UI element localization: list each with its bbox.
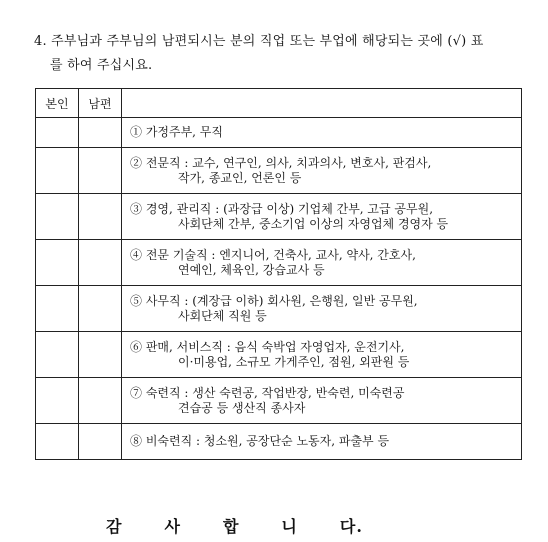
table-row: [36, 332, 522, 378]
table-row: [36, 424, 522, 460]
thanks-char: 니: [281, 517, 298, 536]
table-row: [36, 286, 522, 332]
table-row: [36, 378, 522, 424]
header-self: 본인: [36, 89, 79, 118]
option-text: ① 가정주부, 무직: [122, 118, 522, 148]
self-checkbox-cell[interactable]: [36, 148, 79, 194]
self-checkbox-cell[interactable]: [36, 424, 79, 460]
option-text: ② 전문직 : 교수, 연구인, 의사, 치과의사, 변호사, 판검사, 작가, 종교인, 언론인 등: [122, 148, 522, 194]
question-line-1: 4. 주부님과 주부님의 남편되시는 분의 직업 또는 부업에 해당되는 곳에 (√) 표: [34, 34, 484, 49]
husband-checkbox-cell[interactable]: [79, 148, 122, 194]
option-text: ③ 경영, 관리직 : (과장급 이상) 기업체 간부, 고급 공무원, 사회단체 간부, 중소기업 이상의 자영업체 경영자 등: [122, 194, 522, 240]
table-header-row: [36, 89, 522, 118]
header-husband: 남편: [79, 89, 122, 118]
thanks-char: 사: [164, 517, 181, 536]
self-checkbox-cell[interactable]: [36, 194, 79, 240]
table-row: [36, 118, 522, 148]
husband-checkbox-cell[interactable]: [79, 286, 122, 332]
table-row: [36, 240, 522, 286]
self-checkbox-cell[interactable]: [36, 332, 79, 378]
table-row: [36, 194, 522, 240]
thanks-char: 다.: [339, 517, 363, 536]
occupation-table: [35, 88, 522, 460]
self-checkbox-cell[interactable]: [36, 286, 79, 332]
option-text: ④ 전문 기술직 : 엔지니어, 건축사, 교사, 약사, 간호사, 연예인, 체육인, 강습교사 등: [122, 240, 522, 286]
husband-checkbox-cell[interactable]: [79, 424, 122, 460]
thanks-char: 감: [106, 517, 123, 536]
table-row: [36, 148, 522, 194]
header-option: [122, 89, 522, 118]
thank-you-text: [106, 514, 405, 537]
husband-checkbox-cell[interactable]: [79, 194, 122, 240]
self-checkbox-cell[interactable]: [36, 240, 79, 286]
self-checkbox-cell[interactable]: [36, 378, 79, 424]
thanks-char: 합: [222, 517, 240, 536]
option-text: ⑦ 숙련직 : 생산 숙련공, 작업반장, 반숙련, 미숙련공 견습공 등 생산직 종사자: [122, 378, 522, 424]
husband-checkbox-cell[interactable]: [79, 118, 122, 148]
question-line-2: 를 하여 주십시요.: [50, 58, 153, 73]
option-text: ⑥ 판매, 서비스직 : 음식 숙박업 자영업자, 운전기사, 이·미용업, 소규모 가게주인, 점원, 외판원 등: [122, 332, 522, 378]
self-checkbox-cell[interactable]: [36, 118, 79, 148]
husband-checkbox-cell[interactable]: [79, 332, 122, 378]
option-text: ⑤ 사무직 : (계장급 이하) 회사원, 은행원, 일반 공무원, 사회단체 직원 등: [122, 286, 522, 332]
husband-checkbox-cell[interactable]: [79, 240, 122, 286]
husband-checkbox-cell[interactable]: [79, 378, 122, 424]
option-text: ⑧ 비숙련직 : 청소원, 공장단순 노동자, 파출부 등: [122, 424, 522, 460]
